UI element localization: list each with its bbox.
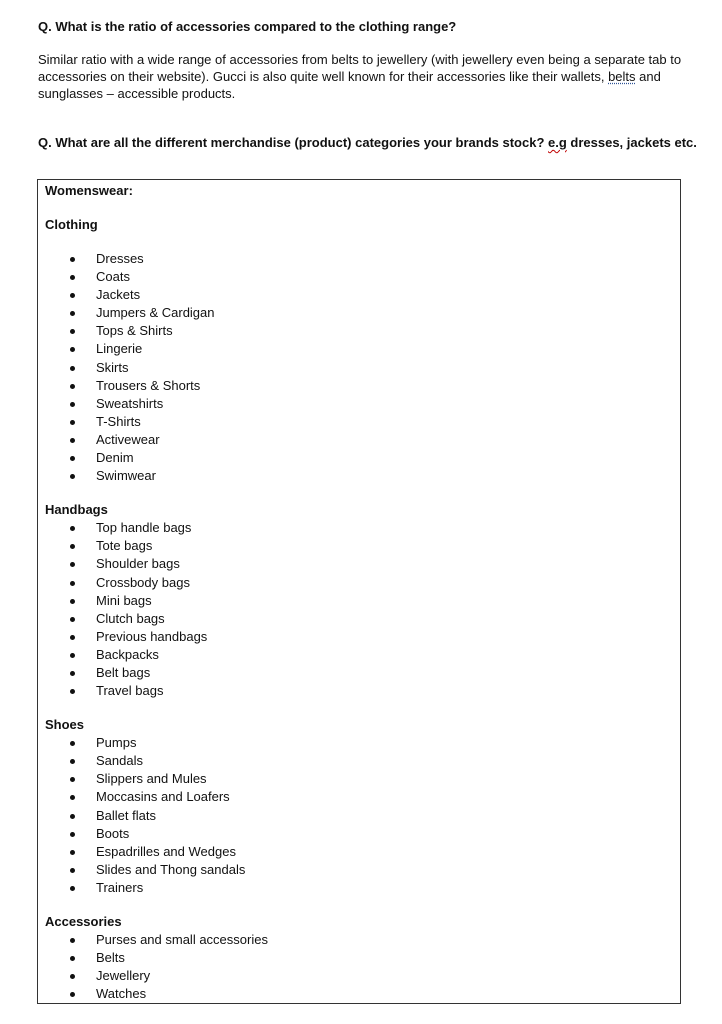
section-title-handbags: Handbags [45,502,108,518]
list-item: Mini bags [45,592,680,610]
bullet-icon [70,384,75,389]
list-item: Sweatshirts [45,395,680,413]
bullet-icon [70,257,75,262]
list-item: Ballet flats [45,807,680,825]
bullet-icon [70,293,75,298]
question-categories [38,134,698,151]
list-item: Watches [45,985,680,1003]
list-item: Sandals [45,752,680,770]
list-item: Crossbody bags [45,574,680,592]
section-title-shoes: Shoes [45,717,85,733]
bullet-icon [70,741,75,746]
list-item: Coats [45,268,680,286]
list-accessories [45,931,680,1003]
categories-content [45,182,680,1003]
bullet-icon [70,635,75,640]
bullet-icon [70,795,75,800]
bullet-icon [70,562,75,567]
bullet-icon [70,581,75,586]
bullet-icon [70,671,75,676]
list-handbags [45,519,680,700]
bullet-icon [70,438,75,443]
bullet-icon [70,868,75,873]
bullet-icon [70,402,75,407]
bullet-icon [70,311,75,316]
bullet-icon [70,814,75,819]
answer-text-part1: Similar ratio with a wide range of accessories from belts to jewellery (with jewellery even being a separate tab to accessories on their website). Gucci is also quite well known for their accessories like their wallets, [38,52,682,84]
question-text-part1: Q. What are all the different merchandise (product) categories your brands stock? [38,135,548,150]
list-item: Lingerie [45,340,680,358]
bullet-icon [70,938,75,943]
question-ratio: Q. What is the ratio of accessories compared to the clothing range? [38,19,457,34]
list-item: Backpacks [45,646,680,664]
section-title-accessories: Accessories [45,914,122,929]
bullet-icon [70,420,75,425]
list-item: Pumps [45,734,680,752]
bullet-icon [70,850,75,855]
list-item: Activewear [45,431,680,449]
list-item: Previous handbags [45,628,680,646]
bullet-icon [70,956,75,961]
list-item: Slides and Thong sandals [45,861,680,879]
bullet-icon [70,689,75,694]
bullet-icon [70,526,75,531]
bullet-icon [70,474,75,479]
list-item: Top handle bags [45,519,680,537]
bullet-icon [70,617,75,622]
bullet-icon [70,886,75,891]
list-item: Clutch bags [45,610,680,628]
list-item: Boots [45,825,680,843]
section-title-clothing: Clothing [45,217,98,232]
answer-text-part2: and sunglasses – accessible products. [38,69,661,101]
list-item: Purses and small accessories [45,931,680,949]
list-item: Espadrilles and Wedges [45,843,680,861]
list-item: Tops & Shirts [45,322,680,340]
bullet-icon [70,366,75,371]
list-item: Slippers and Mules [45,770,680,788]
bullet-icon [70,347,75,352]
list-item: Dresses [45,250,680,268]
list-item: Tote bags [45,537,680,555]
list-clothing [45,250,680,485]
list-item: Jumpers & Cardigan [45,304,680,322]
list-item: Jackets [45,286,680,304]
bullet-icon [70,974,75,979]
bullet-icon [70,275,75,280]
bullet-icon [70,456,75,461]
flagged-word-belts[interactable]: belts [608,69,636,84]
list-item: Moccasins and Loafers [45,788,680,806]
categories-box [37,179,681,1004]
answer-ratio [38,51,698,102]
list-shoes [45,734,680,897]
bullet-icon [70,759,75,764]
list-item: Jewellery [45,967,680,985]
list-item: Swimwear [45,467,680,485]
list-item: Trainers [45,879,680,897]
question-text-part2: dresses, jackets etc. [566,135,697,150]
bullet-icon [70,653,75,658]
list-item: Skirts [45,359,680,377]
bullet-icon [70,832,75,837]
list-item: Belts [45,949,680,967]
womenswear-heading: Womenswear: [45,183,133,198]
flagged-word-eg[interactable]: e.g [548,135,567,150]
bullet-icon [70,329,75,334]
bullet-icon [70,992,75,997]
list-item: T-Shirts [45,413,680,431]
list-item: Denim [45,449,680,467]
bullet-icon [70,777,75,782]
list-item: Shoulder bags [45,555,680,573]
list-item: Travel bags [45,682,680,700]
bullet-icon [70,599,75,604]
list-item: Belt bags [45,664,680,682]
list-item: Trousers & Shorts [45,377,680,395]
bullet-icon [70,544,75,549]
